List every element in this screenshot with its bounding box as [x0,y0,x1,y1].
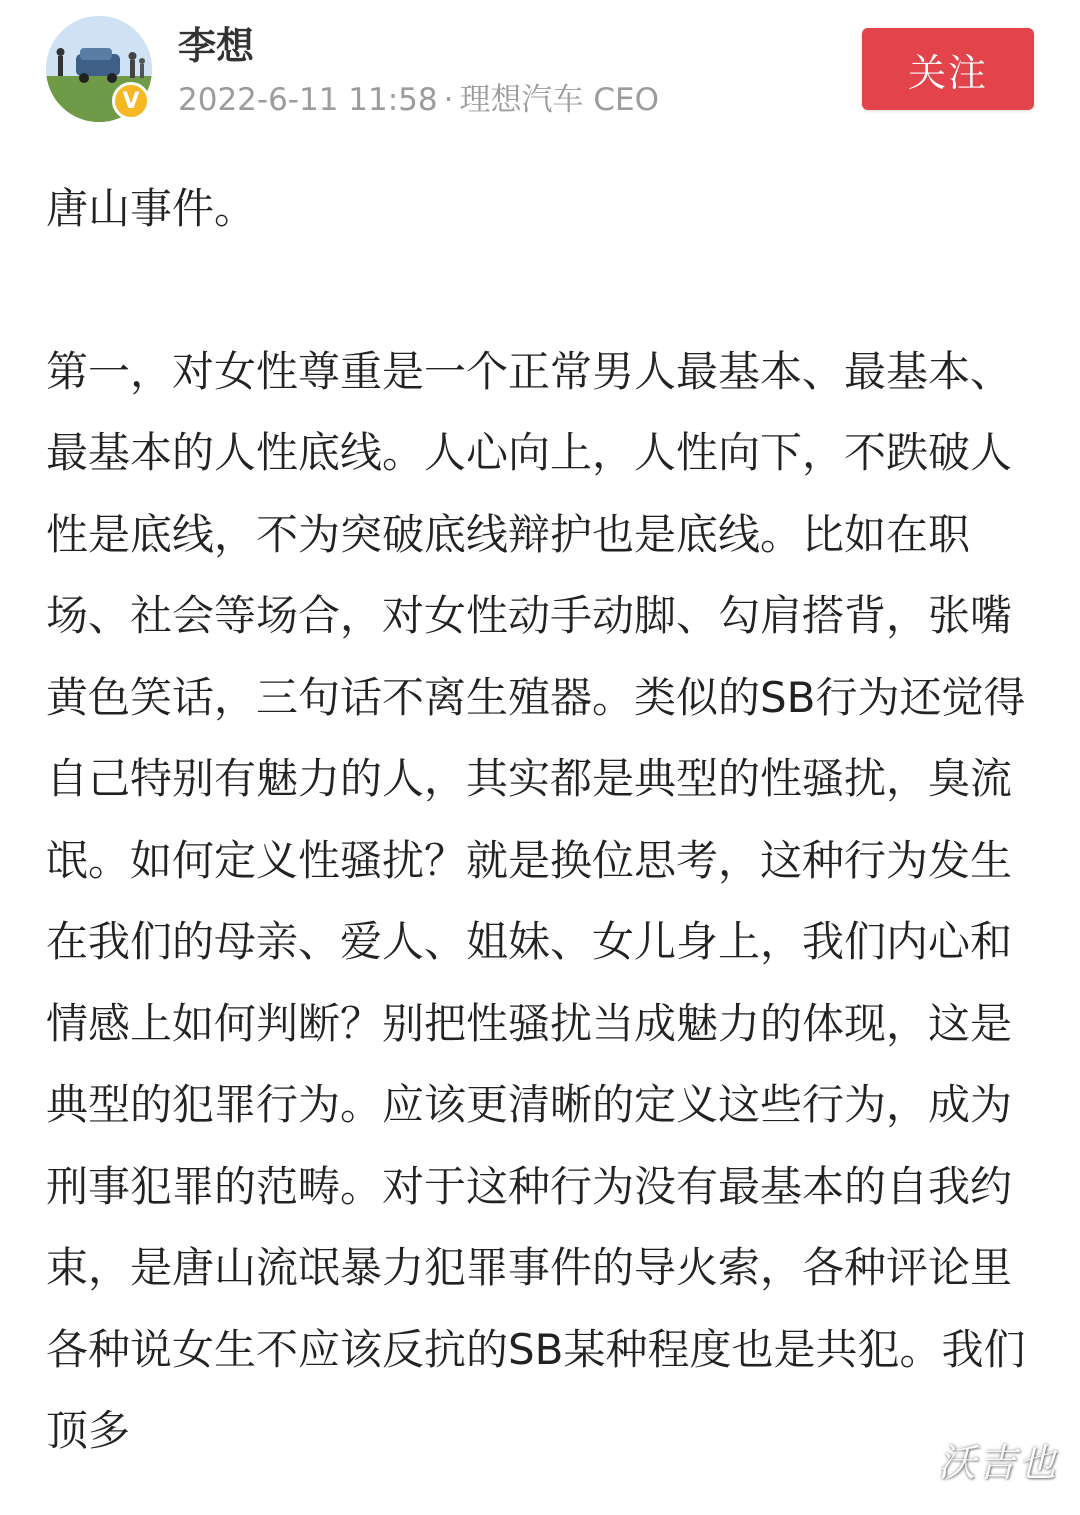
post-meta [178,78,659,122]
post-header [0,0,1080,150]
post-content [46,168,1036,1472]
user-description: 理想汽车 CEO [459,82,659,118]
watermark: 沃吉也 [937,1441,1058,1485]
follow-button[interactable]: 关注 [862,28,1034,110]
username[interactable]: 李想 [178,24,255,68]
post-timestamp: 2022-6-11 11:58 [178,82,438,118]
meta-separator: · [443,82,454,118]
post-body: 第一，对女性尊重是一个正常男人最基本、最基本、最基本的人性底线。人心向上，人性向下，不跌破人性是底线，不为突破底线辩护也是底线。比如在职场、社会等场合，对女性动手动脚、勾肩搭背，张嘴黄色笑话，三句话不离生殖器。类似的SB行为还觉得自己特别有魅力的人，其实都是典型的性骚扰，臭流氓。如何定义性骚扰？就是换位思考，这种行为发生在我们的母亲、爱人、姐妹、女儿身上，我们内心和情感上如何判断？别把性骚扰当成魅力的体现，这是典型的犯罪行为。应该更清晰的定义这些行为，成为刑事犯罪的范畴。对于这种行为没有最基本的自我约束，是唐山流氓暴力犯罪事件的导火索，各种评论里各种说女生不应该反抗的SB某种程度也是共犯。我们顶多 [46,346,1026,1455]
verified-badge-icon: V [112,82,150,120]
post-title: 唐山事件。 [46,184,257,233]
